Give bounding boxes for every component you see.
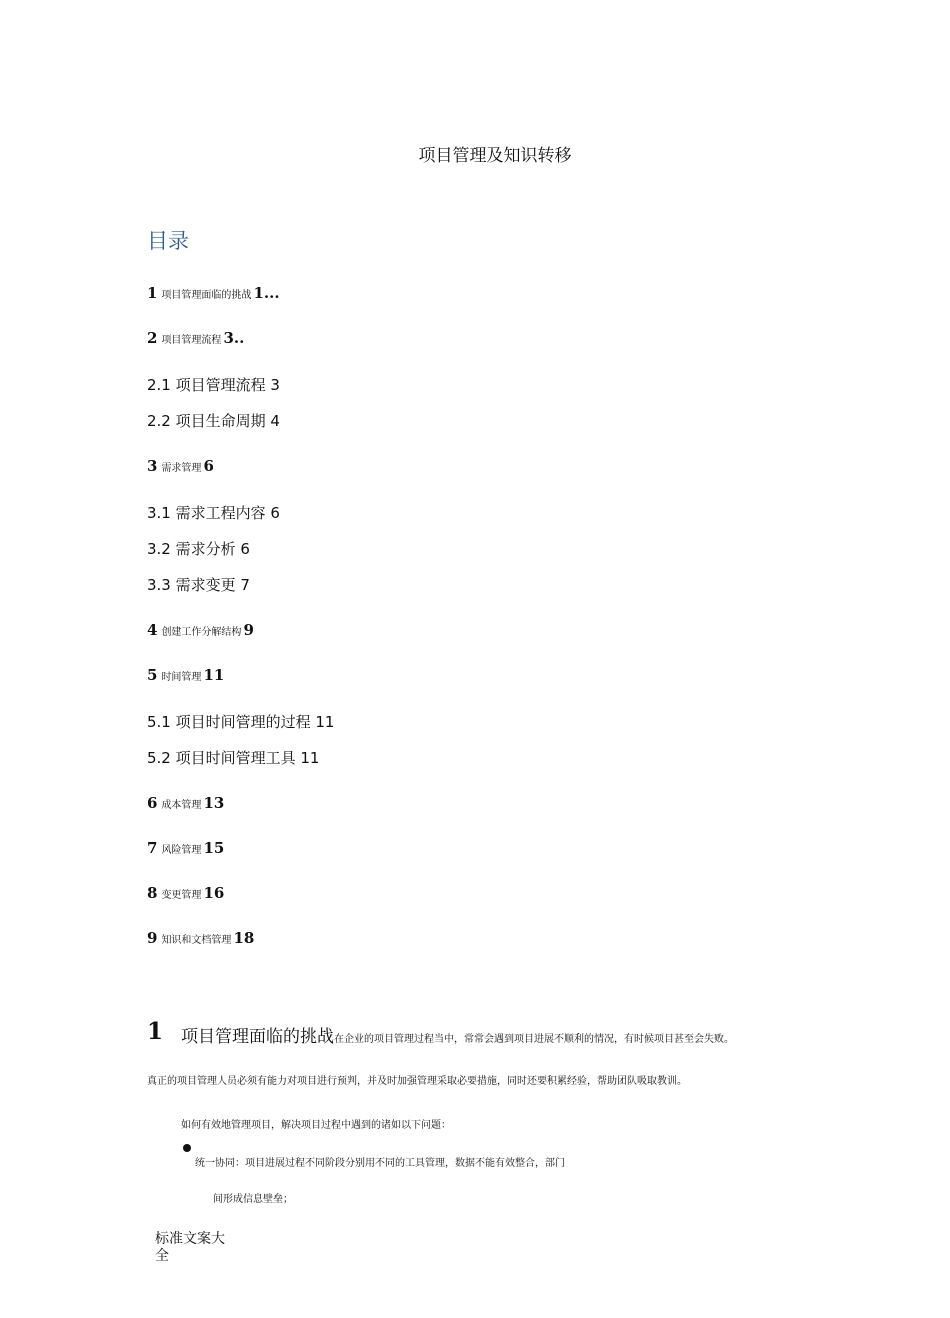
toc-entry-8[interactable] <box>147 884 224 902</box>
toc-entry-2-2[interactable]: 2.2 项目生命周期 4 <box>147 412 280 430</box>
toc-entry-text: 项目管理面临的挑战 <box>161 290 252 301</box>
section-heading-line <box>181 1022 734 1047</box>
body-paragraph: 真正的项目管理人员必须有能力对项目进行预判，并及时加强管理采取必要措施，同时还要积累经验，帮助团队吸取教训。 <box>147 1076 687 1087</box>
toc-entry-5[interactable] <box>147 666 224 684</box>
toc-entry-3-2[interactable]: 3.2 需求分析 6 <box>147 540 250 558</box>
toc-entry-9[interactable] <box>147 929 254 947</box>
toc-entry-number: 9 <box>147 929 158 947</box>
toc-entry-number: 5 <box>147 666 158 684</box>
toc-entry-page: 1... <box>253 284 280 302</box>
toc-entry-number: 3 <box>147 457 158 475</box>
section-number: 1 <box>147 1018 164 1045</box>
bullet-icon <box>183 1144 191 1152</box>
toc-entry-number: 2 <box>147 329 158 347</box>
footer-text: 标准文案大全 <box>155 1231 225 1264</box>
toc-entry-text: 知识和文档管理 <box>161 935 232 946</box>
bullet-text-line1: 统一协同：项目进展过程不同阶段分别用不同的工具管理，数据不能有效整合，部门 <box>195 1158 565 1169</box>
toc-entry-text: 风险管理 <box>161 845 202 856</box>
toc-entry-number: 4 <box>147 621 158 639</box>
toc-entry-text: 需求管理 <box>161 463 202 474</box>
toc-entry-page: 18 <box>233 929 255 947</box>
toc-entry-7[interactable] <box>147 839 224 857</box>
toc-entry-3-1[interactable]: 3.1 需求工程内容 6 <box>147 504 280 522</box>
question-paragraph: 如何有效地管理项目，解决项目过程中遇到的诸如以下问题： <box>181 1120 451 1131</box>
toc-entry-2[interactable] <box>147 329 244 347</box>
toc-entry-5-2[interactable]: 5.2 项目时间管理工具 11 <box>147 749 320 767</box>
toc-entry-page: 13 <box>203 794 225 812</box>
toc-entry-text: 成本管理 <box>161 800 202 811</box>
toc-entry-4[interactable] <box>147 621 254 639</box>
toc-entry-page: 3.. <box>223 329 245 347</box>
toc-entry-text: 变更管理 <box>161 890 202 901</box>
toc-entry-text: 时间管理 <box>161 672 202 683</box>
toc-entry-3[interactable] <box>147 457 214 475</box>
toc-entry-text: 项目管理流程 <box>161 335 222 346</box>
toc-entry-6[interactable] <box>147 794 224 812</box>
toc-entry-3-3[interactable]: 3.3 需求变更 7 <box>147 576 250 594</box>
toc-entry-page: 6 <box>203 457 214 475</box>
section-intro: 在企业的项目管理过程当中，常常会遇到项目进展不顺利的情况，有时候项目甚至会失败。 <box>334 1034 734 1045</box>
bullet-text-line2: 间形成信息壁垒； <box>213 1194 293 1205</box>
toc-entry-number: 7 <box>147 839 158 857</box>
toc-entry-page: 15 <box>203 839 225 857</box>
toc-entry-page: 11 <box>203 666 225 684</box>
section-title: 项目管理面临的挑战 <box>181 1027 334 1047</box>
toc-entry-5-1[interactable]: 5.1 项目时间管理的过程 11 <box>147 713 335 731</box>
toc-entry-page: 16 <box>203 884 225 902</box>
toc-heading: 目录 <box>147 229 189 253</box>
toc-entry-2-1[interactable]: 2.1 项目管理流程 3 <box>147 376 280 394</box>
document-title: 项目管理及知识转移 <box>418 146 572 166</box>
toc-entry-1[interactable] <box>147 284 280 302</box>
toc-entry-number: 1 <box>147 284 158 302</box>
toc-entry-number: 8 <box>147 884 158 902</box>
toc-entry-number: 6 <box>147 794 158 812</box>
toc-entry-page: 9 <box>243 621 254 639</box>
toc-entry-text: 创建工作分解结构 <box>161 627 242 638</box>
